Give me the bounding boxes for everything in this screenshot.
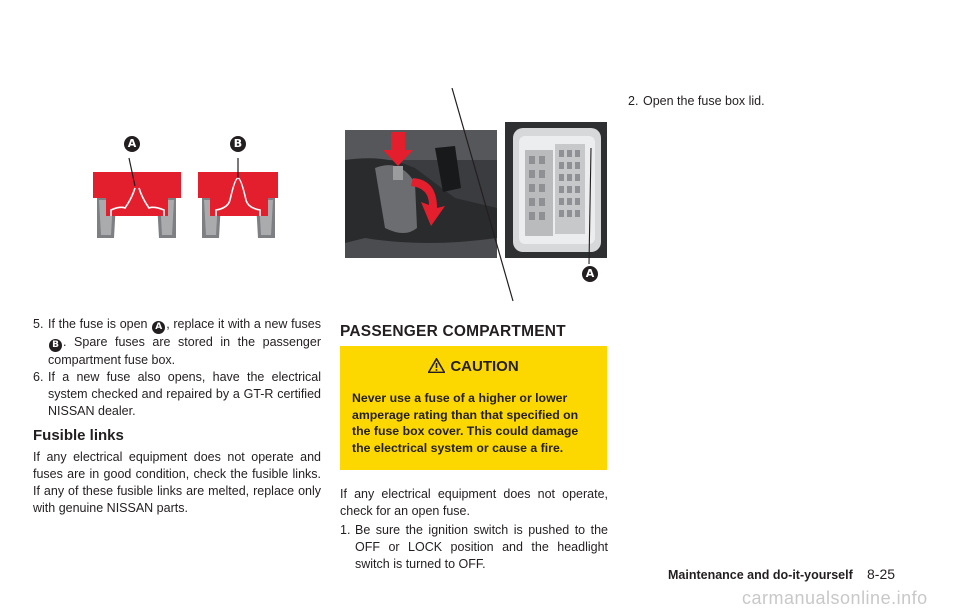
blown-fuse	[93, 158, 181, 238]
watermark: carmanualsonline.info	[742, 588, 928, 608]
step-6-number: 6.	[33, 370, 44, 384]
footer-section-label: Maintenance and do-it-yourself	[668, 568, 853, 582]
caution-title: CAUTION	[450, 358, 519, 375]
page-number: 8-25	[867, 566, 896, 582]
dashboard-photo	[345, 130, 497, 258]
step-2-text: Open the fuse box lid.	[643, 94, 765, 108]
step-5-number: 5.	[33, 317, 44, 331]
fusible-links-heading: Fusible links	[33, 427, 124, 444]
callout-b-inline: B	[49, 339, 62, 352]
step-5-part2: , replace it with a new fuses	[166, 317, 321, 331]
step-1	[340, 522, 608, 573]
fusible-links-text: If any electrical equipment does not operate and fuses are in good condition, check the fusible links. If any of these fusible links are melted, replace only with genuine NISSAN parts.	[33, 450, 321, 515]
step-5-text	[48, 316, 321, 369]
fuse-diagram	[80, 128, 300, 258]
caution-header	[340, 358, 607, 375]
caution-text: Never use a fuse of a higher or lower amperage rating than that specified on the fuse box cover. This could damage the electrical system or cause a fire.	[352, 391, 579, 455]
intro-text: If any electrical equipment does not operate, check for an open fuse.	[340, 487, 608, 518]
step-5-part3: . Spare fuses are stored in the passenger compartment fuse box.	[48, 335, 321, 367]
caution-box	[340, 346, 607, 470]
step-2	[628, 93, 908, 110]
section-heading: PASSENGER COMPARTMENT	[340, 323, 566, 340]
callout-b-left: B	[230, 136, 246, 152]
callout-a-inline: A	[152, 321, 165, 334]
step-2-number: 2.	[628, 94, 639, 108]
step-6	[33, 369, 321, 420]
good-fuse	[198, 158, 278, 238]
step-5	[33, 316, 321, 369]
step-5-part1: If the fuse is open	[48, 317, 148, 331]
callout-a-left: A	[124, 136, 140, 152]
warning-icon	[428, 358, 445, 373]
fuse-box-location-figure	[345, 88, 610, 303]
callout-a-right: A	[582, 266, 598, 282]
step-6-text: If a new fuse also opens, have the electrical system checked and repaired by a GT-R certified NISSAN dealer.	[48, 370, 321, 418]
fuse-box-photo	[505, 122, 607, 264]
step-1-text: Be sure the ignition switch is pushed to the OFF or LOCK position and the headlight switch is turned to OFF.	[355, 523, 608, 571]
step-1-number: 1.	[340, 523, 351, 537]
